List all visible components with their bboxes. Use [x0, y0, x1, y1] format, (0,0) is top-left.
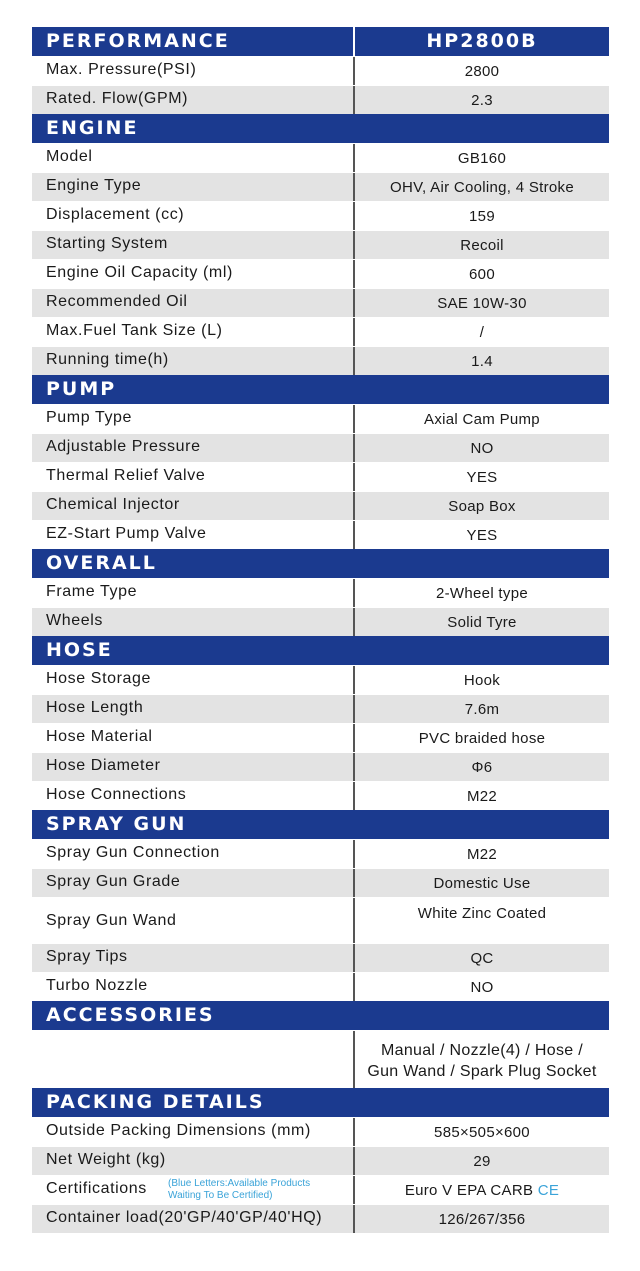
spec-value: NO [353, 434, 609, 462]
spec-value: White Zinc Coated [353, 898, 609, 943]
spec-label: Hose Storage [32, 666, 353, 694]
spec-value: Hook [353, 666, 609, 694]
spec-row [32, 897, 609, 943]
spec-value: OHV, Air Cooling, 4 Stroke [353, 173, 609, 201]
spec-value: 29 [353, 1147, 609, 1175]
spec-value: YES [353, 521, 609, 549]
spec-label: Hose Material [32, 724, 353, 752]
spec-label: Net Weight (kg) [32, 1147, 353, 1175]
spec-row [32, 752, 609, 781]
spec-label: Max.Fuel Tank Size (L) [32, 318, 353, 346]
section-title: SPRAY GUN [46, 813, 187, 835]
spec-label: Displacement (cc) [32, 202, 353, 230]
spec-row [32, 839, 609, 868]
spec-label: Starting System [32, 231, 353, 259]
spec-table [32, 27, 609, 1233]
spec-value: QC [353, 944, 609, 972]
spec-label: Engine Type [32, 173, 353, 201]
spec-row [32, 1146, 609, 1175]
section-header-pump [32, 375, 609, 404]
accessories-value [353, 1031, 609, 1088]
spec-row [32, 317, 609, 346]
spec-row [32, 943, 609, 972]
spec-label: Spray Gun Grade [32, 869, 353, 897]
section-header-spray-gun [32, 810, 609, 839]
spec-row [32, 143, 609, 172]
section-title: PACKING DETAILS [46, 1091, 265, 1113]
certifications-label: Certifications [46, 1180, 147, 1197]
spec-label [32, 1031, 353, 1088]
spec-row [32, 781, 609, 810]
spec-row [32, 694, 609, 723]
spec-label: Rated. Flow(GPM) [32, 86, 353, 114]
spec-row [32, 201, 609, 230]
section-header-overall [32, 549, 609, 578]
spec-label: Thermal Relief Valve [32, 463, 353, 491]
spec-label: EZ-Start Pump Valve [32, 521, 353, 549]
spec-label: Model [32, 144, 353, 172]
spec-row [32, 1117, 609, 1146]
spec-row [32, 491, 609, 520]
model-header: HP2800B [426, 30, 538, 52]
spec-row [32, 172, 609, 201]
spec-value: NO [353, 973, 609, 1001]
spec-value: Solid Tyre [353, 608, 609, 636]
certification-note [168, 1178, 310, 1202]
spec-value: YES [353, 463, 609, 491]
spec-row [32, 259, 609, 288]
section-title: OVERALL [46, 552, 157, 574]
spec-value: Φ6 [353, 753, 609, 781]
spec-row [32, 56, 609, 85]
accessories-line-1: Manual / Nozzle(4) / Hose / [381, 1042, 583, 1059]
certification-list: Euro V EPA CARB [404, 1182, 534, 1199]
spec-label: Recommended Oil [32, 289, 353, 317]
spec-label [32, 1176, 353, 1204]
section-header-engine [32, 114, 609, 143]
spec-row [32, 1204, 609, 1233]
accessories-line-2: Gun Wand / Spark Plug Socket [367, 1063, 597, 1080]
spec-label: Frame Type [32, 579, 353, 607]
spec-label: Chemical Injector [32, 492, 353, 520]
spec-label: Hose Length [32, 695, 353, 723]
spec-label: Pump Type [32, 405, 353, 433]
spec-row [32, 723, 609, 752]
spec-label: Engine Oil Capacity (ml) [32, 260, 353, 288]
spec-value: Recoil [353, 231, 609, 259]
spec-row [32, 607, 609, 636]
section-header-packing [32, 1088, 609, 1117]
spec-label: Hose Connections [32, 782, 353, 810]
certification-pending: CE [537, 1182, 560, 1199]
section-header-performance [32, 27, 609, 56]
section-title: ENGINE [46, 117, 139, 139]
certification-note-line-2: Waiting To Be Certified) [168, 1190, 273, 1201]
spec-row [32, 404, 609, 433]
section-title: HOSE [46, 639, 113, 661]
spec-row [32, 578, 609, 607]
section-header-accessories [32, 1001, 609, 1030]
spec-value: 126/267/356 [353, 1205, 609, 1233]
spec-value: 600 [353, 260, 609, 288]
spec-label: Running time(h) [32, 347, 353, 375]
spec-value: Soap Box [353, 492, 609, 520]
spec-value: 7.6m [353, 695, 609, 723]
section-title: PUMP [46, 378, 117, 400]
spec-row [32, 346, 609, 375]
spec-label: Max. Pressure(PSI) [32, 57, 353, 85]
spec-row [32, 972, 609, 1001]
spec-row [32, 520, 609, 549]
spec-label: Outside Packing Dimensions (mm) [32, 1118, 353, 1146]
spec-label: Spray Tips [32, 944, 353, 972]
spec-label: Turbo Nozzle [32, 973, 353, 1001]
spec-label: Hose Diameter [32, 753, 353, 781]
spec-value: M22 [353, 840, 609, 868]
certifications-value [353, 1176, 609, 1204]
spec-value: PVC braided hose [353, 724, 609, 752]
spec-value: 2800 [353, 57, 609, 85]
spec-label: Wheels [32, 608, 353, 636]
spec-label: Container load(20'GP/40'GP/40'HQ) [32, 1205, 353, 1233]
spec-value: SAE 10W-30 [353, 289, 609, 317]
spec-row [32, 288, 609, 317]
accessories-row [32, 1030, 609, 1088]
spec-label: Spray Gun Wand [32, 898, 353, 943]
spec-value: 2.3 [353, 86, 609, 114]
spec-value: / [353, 318, 609, 346]
spec-value: 159 [353, 202, 609, 230]
spec-value: GB160 [353, 144, 609, 172]
spec-value: 585×505×600 [353, 1118, 609, 1146]
spec-row [32, 433, 609, 462]
spec-label: Adjustable Pressure [32, 434, 353, 462]
spec-value: Axial Cam Pump [353, 405, 609, 433]
spec-value: 2-Wheel type [353, 579, 609, 607]
spec-value: Domestic Use [353, 869, 609, 897]
spec-row [32, 462, 609, 491]
section-header-hose [32, 636, 609, 665]
section-title: PERFORMANCE [46, 30, 230, 52]
spec-row [32, 85, 609, 114]
spec-row [32, 230, 609, 259]
spec-row [32, 665, 609, 694]
spec-value: 1.4 [353, 347, 609, 375]
certifications-row [32, 1175, 609, 1204]
section-title: ACCESSORIES [46, 1004, 215, 1026]
certification-note-line-1: (Blue Letters:Available Products [168, 1178, 311, 1189]
spec-label: Spray Gun Connection [32, 840, 353, 868]
spec-row [32, 868, 609, 897]
spec-value: M22 [353, 782, 609, 810]
